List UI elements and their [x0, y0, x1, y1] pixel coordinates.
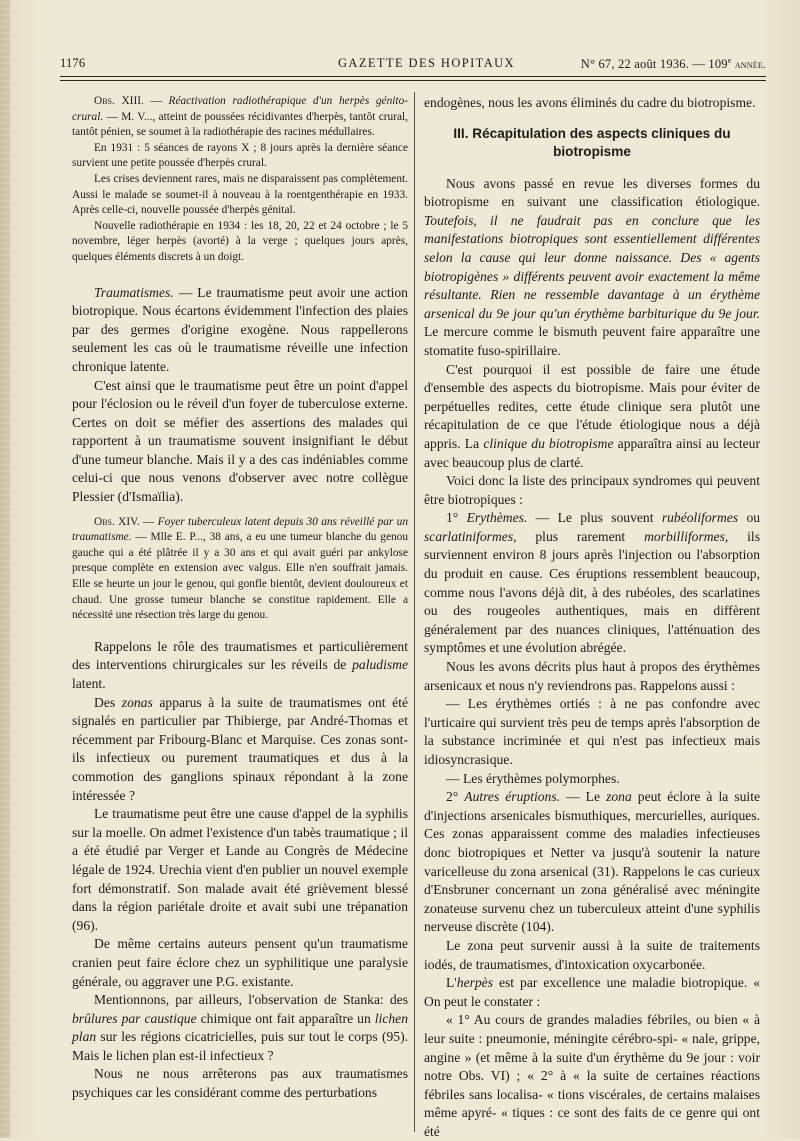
- obs13-p3: Les crises deviennent rares, mais ne disparaissent pas complètement. Aussi le malade se soumet-il à nouveau à la roentgenthérapie en 1933. Après celle-ci, nouvelle poussée d'herpès génital.: [72, 172, 408, 217]
- rappel-p6: Nous ne nous arrêterons pas aux traumatismes psychiques car les considérant comme des perturbations: [72, 1066, 408, 1101]
- recap-p1-a: Nous avons passé en revue les diverses formes du biotropisme en suivant une classification étiologique.: [424, 175, 760, 210]
- right-top: [424, 94, 760, 113]
- column-divider: [414, 92, 415, 1132]
- rappel-p5-em1: brûlures par caustique: [72, 1010, 197, 1026]
- page-number: 1176: [60, 56, 86, 70]
- rappel-p2-em: zonas: [121, 694, 153, 710]
- rappel-p1-a: Rappelons le rôle des traumatismes et particulièrement des interventions chirurgicales sur les réveils de: [72, 638, 408, 673]
- recap-p2-a: C'est pourquoi il est possible de faire une étude d'ensemble des aspects du biotropisme. Mais pour éviter de perpétuelles redites, cette étude clinique sera plutôt une récapitulation de ce que l'étude étiologique nous a déjà appris. La: [424, 361, 760, 451]
- obs14-label: Obs. XIV.: [94, 515, 140, 528]
- rappel-p1: [72, 638, 408, 694]
- rappel-p5-b: chimique ont fait apparaître un: [200, 1010, 371, 1026]
- recap-section: [424, 175, 760, 1141]
- recap-p10-b: est par excellence une maladie biotropique. « On peut le constater :: [424, 975, 760, 1009]
- recap-p1-b: Le mercure comme le bismuth peuvent faire apparaître une stomatite fuso-spirillaire.: [424, 324, 760, 358]
- recap-p8-lead: Autres éruptions.: [464, 789, 561, 805]
- trauma-lead: Traumatismes.: [94, 284, 174, 300]
- section-heading: III. Récapitulation des aspects cliniques du biotropisme: [453, 125, 731, 159]
- header-rule-thick: [60, 76, 766, 77]
- rappel-p4: De même certains auteurs pensent qu'un traumatisme cranien peut faire éclore chez un syphilitique une paralysie générale, ou aggraver une P.G. existante.: [72, 936, 408, 989]
- recap-p4: [424, 509, 760, 658]
- recap-p4-a: — Le plus souvent: [535, 510, 654, 526]
- issue-date: N° 67, 22 août 1936. — 109: [580, 57, 728, 72]
- journal-title: GAZETTE DES HOPITAUX: [338, 56, 515, 70]
- recap-p2-em: clinique du biotropisme: [483, 435, 614, 451]
- recap-p9: Le zona peut survenir aussi à la suite de traitements iodés, de traumatismes, d'intoxication oxycarbonée.: [424, 937, 760, 972]
- rappel-p5-em2: lichen plan: [72, 1010, 408, 1045]
- recap-quote: « 1° Au cours de grandes maladies fébriles, ou bien « à leur suite : pneumonie, méningite cérébro-spi- « nale, grippe, angine » (et même à la suite d'un érythème du 9e jour : voir notre Obs. VI) ; « 2° à « la suite de certaines réactions fébriles sans localisa- « tions viscérales, de certains malaises même apyré- « tiques : ce sont des faits de ce genre qui ont été: [424, 1012, 760, 1139]
- recap-p8-em: zona: [606, 789, 632, 805]
- rappel-p5: [72, 991, 408, 1065]
- running-header: [60, 52, 766, 74]
- recap-p4-em1: rubéoliformes: [661, 510, 739, 526]
- rappel-p1-b: latent.: [72, 676, 106, 691]
- recap-p5: Nous les avons décrits plus haut à propos des érythèmes arsenicaux et nous n'y reviendrons pas. Rappelons aussi :: [424, 659, 760, 693]
- observation-13: [72, 94, 408, 266]
- trauma-p1: [72, 284, 408, 377]
- rappel-p1-em: paludisme: [352, 657, 408, 673]
- recap-p10-em: herpès: [456, 975, 494, 991]
- recap-p6: — Les érythèmes ortiés : à ne pas confondre avec l'urticaire qui survient très peu de temps après l'absorption de la substance incriminée et qui n'est pas infectieux mais idiosyncrasique.: [424, 696, 760, 767]
- recap-p8-a: — Le: [566, 789, 601, 805]
- right-top-text: endogènes, nous les avons éliminés du cadre du biotropisme.: [424, 95, 756, 110]
- rappel-p3: Le traumatisme peut être une cause d'appel de la syphilis sur la moelle. On admet l'existence d'un tabès traumatique ; il a été étudié par Verger et Lande au Congrès de Médecine légale de 1924. Urechia vient d'en publier un nouvel exemple fort démonstratif. Son malade avait été grièvement blessé dans la région pariétale droite et avait subi une trépanation (96).: [72, 806, 408, 933]
- recap-p4-em3: morbilliformes,: [644, 528, 729, 544]
- recap-p2: [424, 361, 760, 473]
- left-column: [72, 94, 408, 1103]
- recap-p4-lead: Erythèmes.: [466, 510, 528, 526]
- issue-info: [581, 56, 766, 72]
- recap-p1: [424, 175, 760, 361]
- rappel-p2-a: Des: [94, 694, 116, 710]
- recap-p7: — Les érythèmes polymorphes.: [446, 770, 620, 786]
- recap-p1-em: Toutefois, il ne faudrait pas en conclure que les manifestations biotropiques sont essentiellement différentes selon la cause qui leur donne naissance. Des « agents biotropigènes » différents peuvent avoir exactement la même résultante. Rien ne ressemble davantage à un érythème arsenical du 9e jour qu'un érythème barbiturique du 9e jour.: [424, 212, 760, 321]
- recap-p2-b: apparaîtra ainsi au lecteur avec beaucoup plus de clarté.: [424, 435, 760, 470]
- header-rule-thin: [60, 80, 766, 81]
- right-column: [424, 94, 760, 1141]
- obs13-paragraph: Obs. XIII. — Réactivation radiothérapique d'un herpès génito-crural. — M. V..., atteint de poussées récidivantes d'herpès, tantôt crural, tantôt pénien, se soumet à la radiothérapie des racines médullaires.: [72, 95, 409, 139]
- rappel-p2: [72, 694, 408, 806]
- recap-p4-em2: scarlatiniformes,: [424, 528, 517, 544]
- recap-p3: Voici donc la liste des principaux syndromes qui peuvent être biotropiques :: [424, 473, 760, 507]
- recap-p8: [424, 788, 760, 937]
- issue-year-word: année.: [734, 59, 766, 72]
- trauma-p2: C'est ainsi que le traumatisme peut être un point d'appel pour l'éclosion ou le réveil d'un foyer de tuberculose externe. Certes on doit se méfier des assertions des malades qui rapportent à un traumatisme souvent insignifiant le début d'une tumeur blanche. Mais il y a des cas indéniables comme celui-ci que nous venons d'observer avec notre collègue Plessier (d'Ismaïlia).: [72, 377, 408, 505]
- obs13-title: Réactivation radiothérapique d'un herpès génito-crural.: [72, 95, 409, 123]
- recap-p8-num: 2°: [446, 789, 459, 805]
- observation-14: [72, 515, 408, 624]
- recap-p8-b: peut éclore à la suite d'injections arsenicales bismuthiques, mercurielles, auriques. Ces zonas apparaissent comme des maladies infectieuses donc biotropiques et Netter va jusqu'à soutenir la nature varicelleuse du zona arsenical (31). Rappelons le cas curieux d'Ensbruner concernant un zona généralisé avec méningite zonateuse survenu chez un tuberculeux atteint d'une syphilis nerveuse discrète (104).: [424, 789, 760, 935]
- recap-p4-c: plus rarement: [535, 528, 626, 544]
- recap-p10-a: L': [446, 975, 457, 991]
- obs13-p4: Nouvelle radiothérapie en 1934 : les 18, 20, 22 et 24 octobre ; le 5 novembre, léger herpès (avorté) à la verge ; quelques jours après, quelques éléments discrets à un doigt.: [72, 219, 408, 263]
- issue-sup: e: [727, 56, 732, 65]
- obs13-p2: En 1931 : 5 séances de rayons X ; 8 jours après la dernière séance survient une petite poussée d'herpès crural.: [72, 141, 408, 170]
- binding-edge: [0, 0, 10, 1138]
- obs14-text: — Mlle E. P..., 38 ans, a eu une tumeur blanche du genou gauche qui a été plâtrée il y a 30 ans et qui avait guéri par ankylose presque complète en extension avec valgus. Elle n'en souffrait jamais. Elle se heurte un jour le genou, qui gonfle bientôt, devient douloureux et chaud. Une grosse tumeur blanche se constitue rapidement. Elle a nécessité une résection très large du genou.: [72, 531, 408, 622]
- recap-p4-d: ils surviennent environ 8 jours après l'injection ou l'absorption du produit en cause. Ces éruptions ressemblent beaucoup, comme nous l'avons déjà dit, à des rubéoles, des scarlatines ou des rougeoles authentiques, mais en diffèrent généralement par des nuances cliniques, l'atténuation des symptômes et une évolution abrégée.: [424, 528, 760, 656]
- rappel-p5-c: sur les régions cicatricielles, puis sur tout le corps (95). Mais le lichen plan est-il infectieux ?: [72, 1029, 408, 1063]
- rappel-p5-a: Mentionnons, par ailleurs, l'observation de Stanka: des: [94, 992, 408, 1008]
- recap-p4-num: 1°: [446, 510, 459, 526]
- obs14-title: Foyer tuberculeux latent depuis 30 ans réveillé par un traumatisme.: [72, 515, 409, 544]
- trauma-p1-text: — Le traumatisme peut avoir une action biotropique. Nous écartons évidemment l'infection des plaies par des germes d'origine exogène. Nous rappellerons seulement les cas où le traumatisme réveille une infection chronique latente.: [72, 284, 408, 374]
- traumatismes-section: [72, 284, 408, 507]
- rappel-section: [72, 638, 408, 1103]
- obs13-label: Obs. XIII.: [94, 95, 144, 107]
- recap-p4-b: ou: [746, 510, 761, 526]
- obs13-text: — M. V..., atteint de poussées récidivantes d'herpès, tantôt crural, tantôt pénien, se soumet à la radiothérapie des racines médullaires.: [72, 110, 408, 139]
- recap-p10: [424, 974, 760, 1011]
- obs14-paragraph: Obs. XIV. — Foyer tuberculeux latent depuis 30 ans réveillé par un traumatisme. — Mlle E. P..., 38 ans, a eu une tumeur blanche du genou gauche qui a été plâtrée il y a 30 ans et qui avait guéri par ankylose presque complète en extension avec valgus. Elle n'en souffrait jamais. Elle se heurte un jour le genou, qui gonfle bientôt, devient douloureux et chaud. Une grosse tumeur blanche se constitue rapidement. Elle a nécessité une résection très large du genou.: [72, 515, 409, 622]
- rappel-p2-b: apparus à la suite de traumatismes ont été signalés en particulier par Thibierge, par André-Thomas et récemment par Fribourg-Blanc et Marquise. Ces zonas sont-ils infectieux ou purement traumatiques et dus à la commotion des ganglions spinaux répondant à la zone intéressée ?: [72, 694, 409, 803]
